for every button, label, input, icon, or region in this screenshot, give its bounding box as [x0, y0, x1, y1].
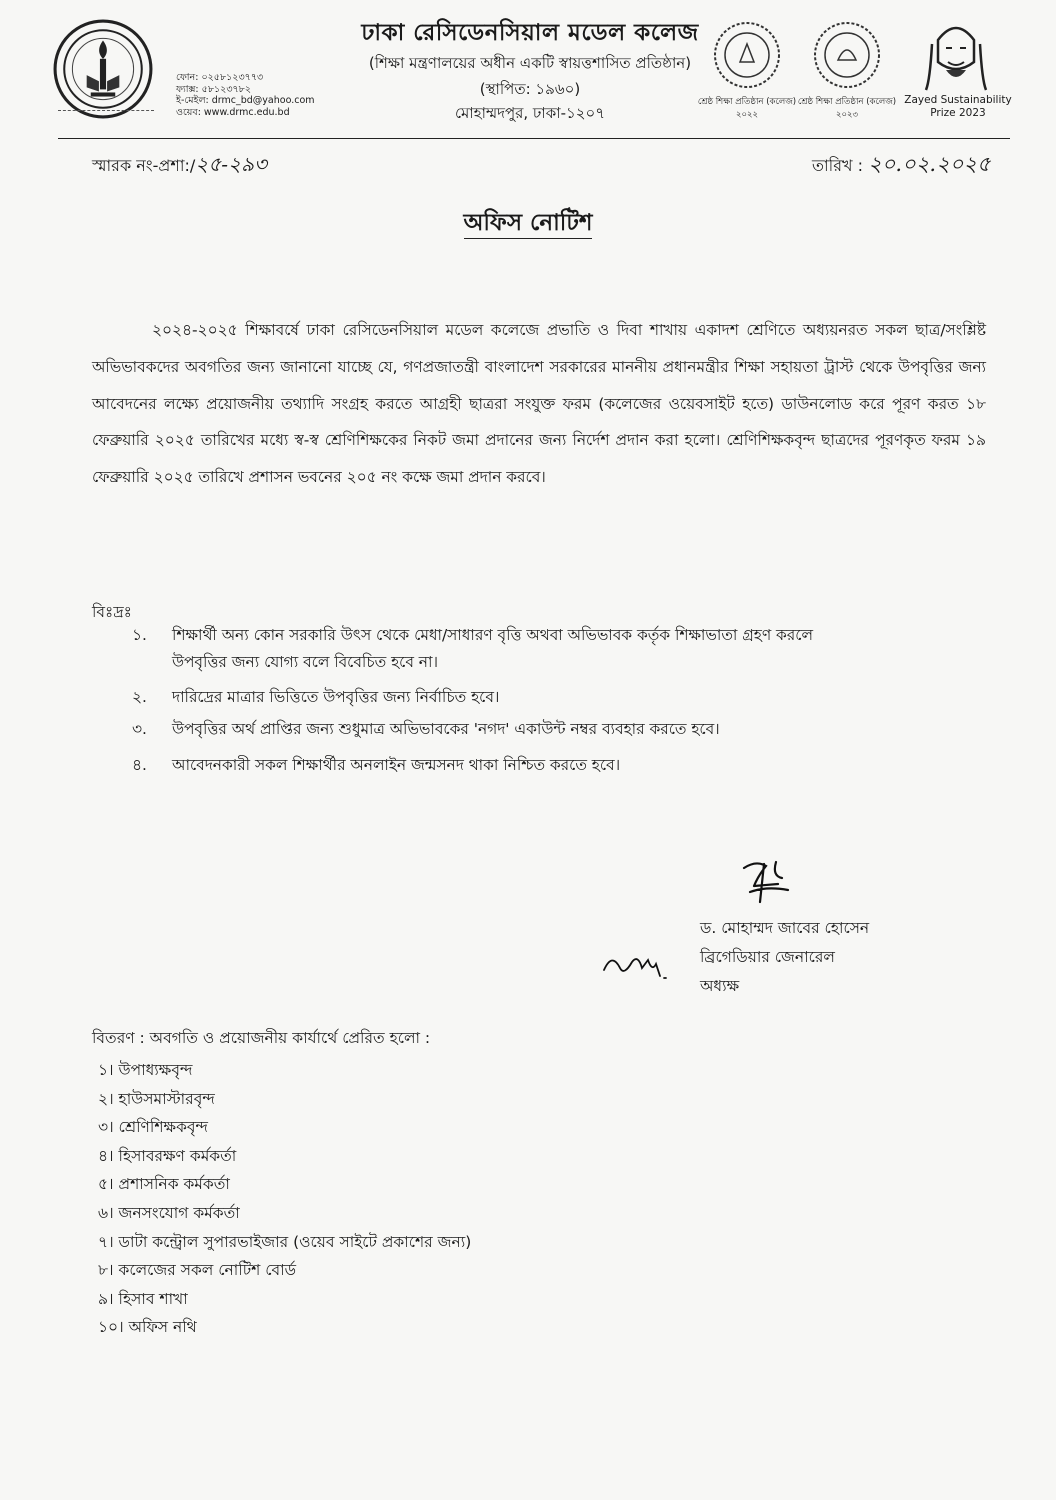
award-caption-2023: শ্রেষ্ঠ শিক্ষা প্রতিষ্ঠান (কলেজ) ২০২৩ [797, 97, 897, 120]
distribution-item: ১০। অফিস নথি [98, 1318, 197, 1337]
distribution-item: ৫। প্রশাসনিক কর্মকর্তা [98, 1175, 230, 1194]
established-year: (স্থাপিত: ১৯৬০) [479, 80, 581, 98]
zayed-portrait-icon [916, 10, 996, 92]
distribution-item: ৭। ডাটা কন্ট্রোল সুপারভাইজার (ওয়েব সাইটে প্রকাশের জন্য) [98, 1232, 472, 1251]
distribution-item: ৪। হিসাবরক্ষণ কর্মকর্তা [98, 1146, 237, 1165]
date-label: তারিখ : [812, 156, 864, 175]
note-label: বিঃদ্রঃ [92, 603, 132, 621]
distribution-label: বিতরণ : অবগতি ও প্রয়োজনীয় কার্যার্থে প্রেরিত হলো : [92, 1029, 431, 1047]
distribution-item: ৮। কলেজের সকল নোটিশ বোর্ড [98, 1261, 297, 1280]
notice-title: অফিস নোটিশ [0, 204, 1056, 243]
signatory-name: ড. মোহাম্মদ জাবের হোসেন [700, 919, 870, 937]
zayed-prize-caption: Zayed Sustainability Prize 2023 [904, 94, 1012, 119]
note-item-3: ৩. উপবৃত্তির অর্থ প্রাপ্তির জন্য শুধুমাত্র অভিভাবকের 'নগদ' একাউন্ট নম্বর ব্যবহার করতে হবে। [132, 720, 720, 738]
principal-signature [736, 856, 796, 906]
initial-signature [598, 946, 678, 986]
award-caption-2022: শ্রেষ্ঠ শিক্ষা প্রতিষ্ঠান (কলেজ) ২০২২ [697, 97, 797, 120]
emblem-caption-scribble [58, 110, 154, 111]
note-item-1: ১. শিক্ষার্থী অন্য কোন সরকারি উৎস থেকে মেধা/সাধারণ বৃত্তি অথবা অভিভাবক কর্তৃক শিক্ষাভাতা গ্রহণ করলে উপবৃত্তির জন্য যোগ্য বলে বিবেচিত হবে না। [132, 626, 813, 671]
college-name: ঢাকা রেসিডেনসিয়াল মডেল কলেজ [361, 20, 699, 46]
award-badge-2022-icon [712, 20, 782, 90]
website-text: ওয়েব: www.drmc.edu.bd [176, 106, 290, 118]
email-text: ই-মেইল: drmc_bd@yahoo.com [176, 95, 315, 106]
distribution-item: ৬। জনসংযোগ কর্মকর্তা [98, 1203, 240, 1222]
memo-ref-number: ২৫-২৯৩ [195, 152, 267, 176]
college-address: মোহাম্মদপুর, ঢাকা-১২০৭ [454, 104, 606, 122]
note-item-2: ২. দারিদ্রের মাত্রার ভিত্তিতে উপবৃত্তির জন্য নির্বাচিত হবে। [132, 688, 500, 706]
date-value: ২০.০২.২০২৫ [868, 152, 991, 176]
memo-date [812, 148, 991, 183]
signatory-rank: ব্রিগেডিয়ার জেনারেল [700, 948, 835, 966]
signatory-designation: অধ্যক্ষ [700, 977, 740, 995]
note-item-4: ৪. আবেদনকারী সকল শিক্ষার্থীর অনলাইন জন্মসনদ থাকা নিশ্চিত করতে হবে। [132, 756, 621, 774]
notice-body: ২০২৪-২০২৫ শিক্ষাবর্ষে ঢাকা রেসিডেনসিয়াল মডেল কলেজে প্রভাতি ও দিবা শাখায় একাদশ শ্রেণিতে অধ্যয়নরত সকল ছাত্র/সংশ্লিষ্ট অভিভাবকদের অবগতির জন্য জানানো যাচ্ছে যে, গণপ্রজাতন্ত্রী বাংলাদেশ সরকারের মাননীয় প্রধানমন্ত্রীর শিক্ষা সহায়তা ট্রাস্ট থেকে উপবৃত্তির জন্য আবেদনের লক্ষ্যে প্রয়োজনীয় তথ্যাদি সংগ্রহ করতে আগ্রহী ছাত্ররা সংযুক্ত ফরম (কলেজের ওয়েবসাইট হতে) ডাউনলোড করে পূরণ করত ১৮ ফেব্রুয়ারি ২০২৫ তারিখের মধ্যে স্ব-স্ব শ্রেণিশিক্ষকের নিকট জমা প্রদানের জন্য নির্দেশ প্রদান করা হলো। শ্রেণিশিক্ষকবৃন্দ ছাত্রদের পূরণকৃত ফরম ১৯ ফেব্রুয়ারি ২০২৫ তারিখে প্রশাসন ভবনের ২০৫ নং কক্ষে জমা প্রদান করবে। [92, 321, 986, 487]
fax-text: ফ্যাক্স: ৫৮১২৩৭৮২ [176, 83, 252, 95]
signatory-block [700, 914, 869, 1001]
memo-reference [92, 150, 267, 183]
distribution-list [98, 1056, 471, 1342]
distribution-item: ৯। হিসাব শাখা [98, 1289, 188, 1308]
phone-text: ফোন: ০২৫৮১২৩৭৭৩ [176, 72, 264, 83]
distribution-item: ৩। শ্রেণিশিক্ষকবৃন্দ [98, 1118, 208, 1137]
college-subtitle: (শিক্ষা মন্ত্রণালয়ের অধীন একটি স্বায়ত্তশাসিত প্রতিষ্ঠান) [368, 54, 692, 72]
award-badge-2023-icon [812, 20, 882, 90]
header-divider [58, 138, 1010, 139]
distribution-item: ২। হাউসমাস্টারবৃন্দ [98, 1089, 215, 1108]
college-emblem-logo [52, 18, 154, 120]
distribution-item: ১। উপাধ্যক্ষবৃন্দ [98, 1061, 193, 1079]
memo-ref-label: স্মারক নং-প্রশা:/ [92, 156, 196, 175]
